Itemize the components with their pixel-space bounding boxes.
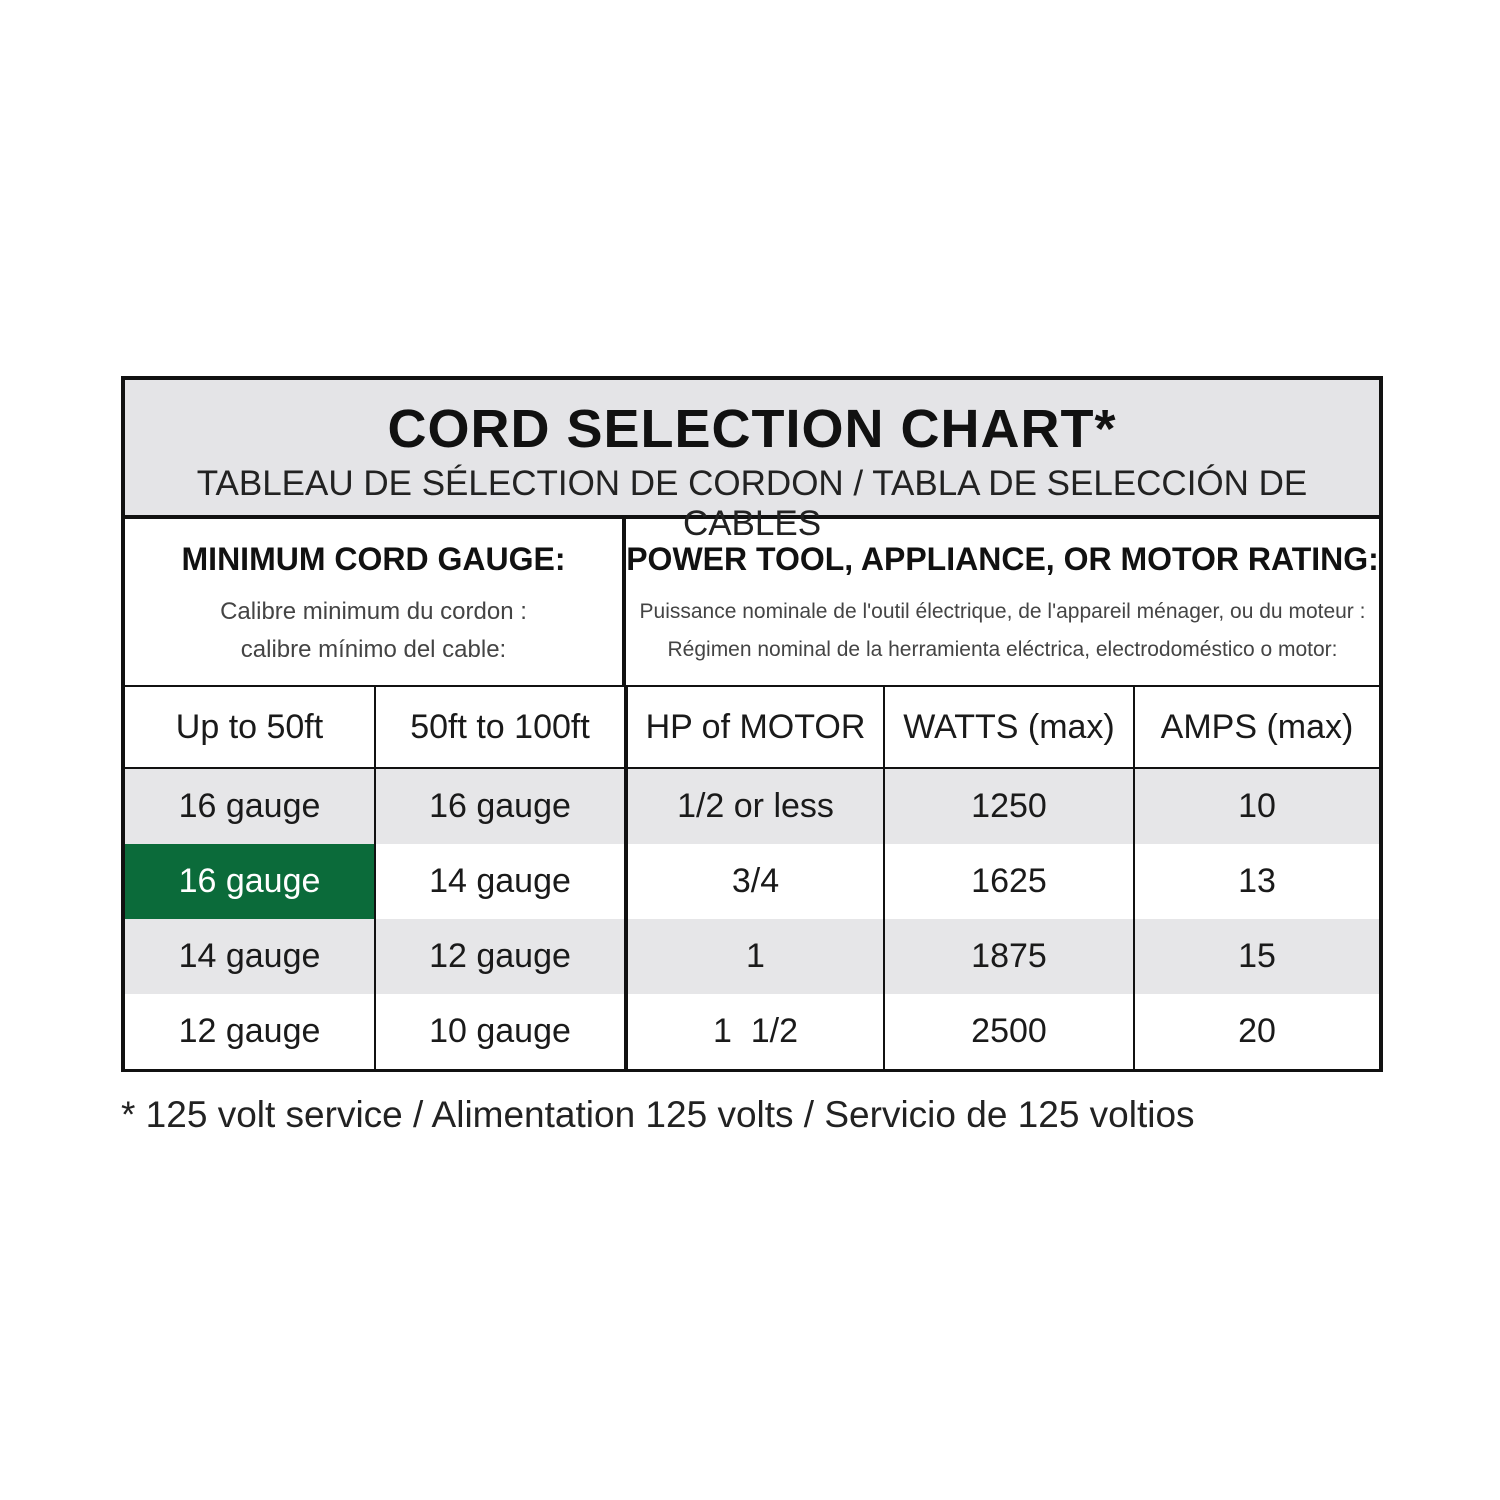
column-header-hp-of-motor: HP of MOTOR [626,687,884,768]
motor-rating-header [626,519,1379,687]
chart-title: CORD SELECTION CHART* [387,399,1117,459]
cord-selection-chart [121,376,1383,1072]
table-cell: 20 [1134,994,1379,1069]
table-cell: 1875 [884,919,1134,994]
left-section-title: MINIMUM CORD GAUGE: [181,541,566,577]
cord-gauge-table [125,687,1379,1069]
column-header-up-to-50ft: Up to 50ft [125,687,375,768]
column-header-50ft-to-100ft: 50ft to 100ft [375,687,626,768]
left-section-subtitle [125,593,622,669]
table-cell: 15 [1134,919,1379,994]
column-header-amps: AMPS (max) [1134,687,1379,768]
table-cell: 14 gauge [125,919,375,994]
table-cell: 14 gauge [375,844,626,919]
table-cell: 1 1/2 [626,994,884,1069]
table-row [125,919,1379,994]
table-row [125,994,1379,1069]
table-row [125,768,1379,844]
highlighted-table-cell: 16 gauge [125,844,375,919]
minimum-cord-gauge-header [125,519,626,687]
table-cell: 16 gauge [375,768,626,844]
table-cell: 1 [626,919,884,994]
table-cell: 3/4 [626,844,884,919]
title-band [125,380,1379,543]
table-cell: 2500 [884,994,1134,1069]
chart-subtitle: TABLEAU DE SÉLECTION DE CORDON / TABLA DE SELECCIÓN DE CABLES [196,464,1308,543]
table-cell: 1250 [884,768,1134,844]
table-cell: 12 gauge [125,994,375,1069]
column-header-watts: WATTS (max) [884,687,1134,768]
right-section-title: POWER TOOL, APPLIANCE, OR MOTOR RATING: [626,541,1379,577]
table-cell: 10 [1134,768,1379,844]
table-cell: 16 gauge [125,768,375,844]
right-section-sub-line2: Régimen nominal de la herramienta eléctrica, electrodoméstico o motor: [667,638,1338,661]
table-row [125,844,1379,919]
table-cell: 12 gauge [375,919,626,994]
table-cell: 10 gauge [375,994,626,1069]
left-section-sub-line2: calibre mínimo del cable: [240,636,507,663]
table-cell: 1625 [884,844,1134,919]
table-cell: 13 [1134,844,1379,919]
right-section-sub-line1: Puissance nominale de l'outil électrique, de l'appareil ménager, ou du moteur : [639,600,1366,623]
left-section-sub-line1: Calibre minimum du cordon : [220,598,527,625]
footnote: * 125 volt service / Alimentation 125 volts / Servicio de 125 voltios [121,1094,1195,1135]
column-header-row [125,687,1379,768]
right-section-subtitle [626,593,1379,669]
table-cell: 1/2 or less [626,768,884,844]
